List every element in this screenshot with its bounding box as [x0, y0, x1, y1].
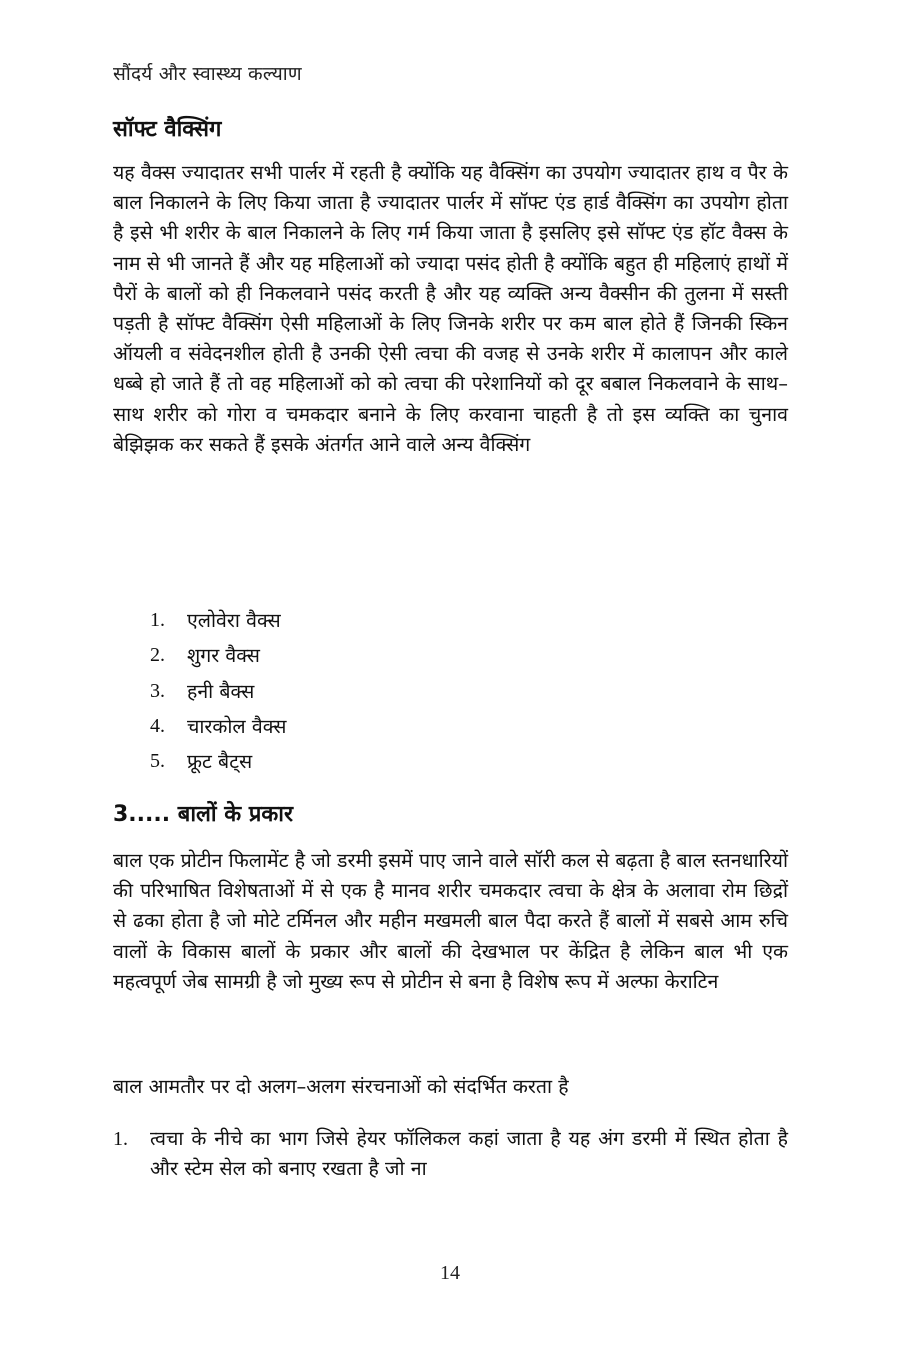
- paragraph-hair-definition: बाल एक प्रोटीन फिलामेंट है जो डरमी इसमें पाए जाने वाले सॉरी कल से बढ़ता है बाल स्तनधारियों की परिभाषित विशेषताओं में से एक है मानव शरीर चमकदार त्वचा के क्षेत्र के अलावा रोम छिद्रों से ढका होता है जो मोटे टर्मिनल और महीन मखमली बाल पैदा करते हैं बालों में सबसे आम रुचि वालों के विकास बालों के प्रकार और बालों की देखभाल पर केंद्रित है लेकिन बाल भी एक महत्वपूर्ण जेब सामग्री है जो मुख्य रूप से प्रोटीन से बना है विशेष रूप में अल्फा केराटिन: [113, 849, 788, 993]
- list-item-text: त्वचा के नीचे का भाग जिसे हेयर फॉलिकल कहां जाता है यह अंग डरमी में स्थित होता है और स्टेम सेल को बनाए रखता है जो ना: [150, 1127, 788, 1181]
- wax-types-list: [150, 603, 286, 779]
- list-item-text: शुगर वैक्स: [187, 644, 260, 668]
- list-item-text: चारकोल वैक्स: [187, 714, 287, 738]
- section-heading-hair-types: 3..... बालों के प्रकार: [113, 802, 293, 827]
- list-item: [150, 744, 286, 779]
- list-item-text: फ्रूट बैट्स: [187, 750, 253, 774]
- list-item-number: 3.: [150, 679, 165, 702]
- list-item: [150, 603, 286, 638]
- hair-structures-list: [113, 1124, 788, 1184]
- paragraph-hair-structures: बाल आमतौर पर दो अलग–अलग संरचनाओं को संदर्भित करता है: [113, 1075, 569, 1098]
- section-heading-soft-waxing: सॉफ्ट वैक्सिंग: [113, 117, 222, 142]
- list-item-text: एलोवेरा वैक्स: [187, 609, 281, 632]
- list-item-number: 4.: [150, 714, 165, 737]
- list-item-text: हनी बैक्स: [187, 679, 255, 703]
- list-item: [113, 1124, 788, 1184]
- paragraph-soft-waxing: यह वैक्स ज्यादातर सभी पार्लर में रहती है क्योंकि यह वैक्सिंग का उपयोग ज्यादातर हाथ व पैर के बाल निकालने के लिए किया जाता है ज्यादातर पार्लर में सॉफ्ट एंड हार्ड वैक्सिंग का उपयोग होता है इसे भी शरीर के बाल निकालने के लिए गर्म किया जाता है इसलिए इसे सॉफ्ट एंड हॉट वैक्स के नाम से भी जानते हैं और यह महिलाओं को ज्यादा पसंद होती है क्योंकि बहुत ही महिलाएं हाथों में पैरों के बालों को ही निकलवाने पसंद करती है और यह व्यक्ति अन्य वैक्सीन की तुलना में सस्ती पड़ती है सॉफ्ट वैक्सिंग ऐसी महिलाओं के लिए जिनके शरीर पर कम बाल होते हैं जिनकी स्किन ऑयली व संवेदनशील होती है उनकी ऐसी त्वचा की वजह से उनके शरीर में कालापन और काले धब्बे हो जाते हैं तो वह महिलाओं को को त्वचा की परेशानियों को दूर बबाल निकलवाने के साथ–साथ शरीर को गोरा व चमकदार बनाने के लिए करवाना चाहती है तो इस व्यक्ति का चुनाव बेझिझक कर सकते हैं इसके अंतर्गत आने वाले अन्य वैक्सिंग: [113, 161, 788, 456]
- list-item-number: 1.: [150, 609, 165, 631]
- list-item-number: 2.: [150, 644, 165, 667]
- list-item: [150, 674, 286, 709]
- list-item-number: 5.: [150, 750, 165, 773]
- page-number: 14: [440, 1262, 460, 1284]
- list-item-number: 1.: [113, 1128, 128, 1150]
- running-header: सौंदर्य और स्वास्थ्य कल्याण: [113, 63, 302, 85]
- list-item: [150, 709, 286, 744]
- list-item: [150, 638, 286, 673]
